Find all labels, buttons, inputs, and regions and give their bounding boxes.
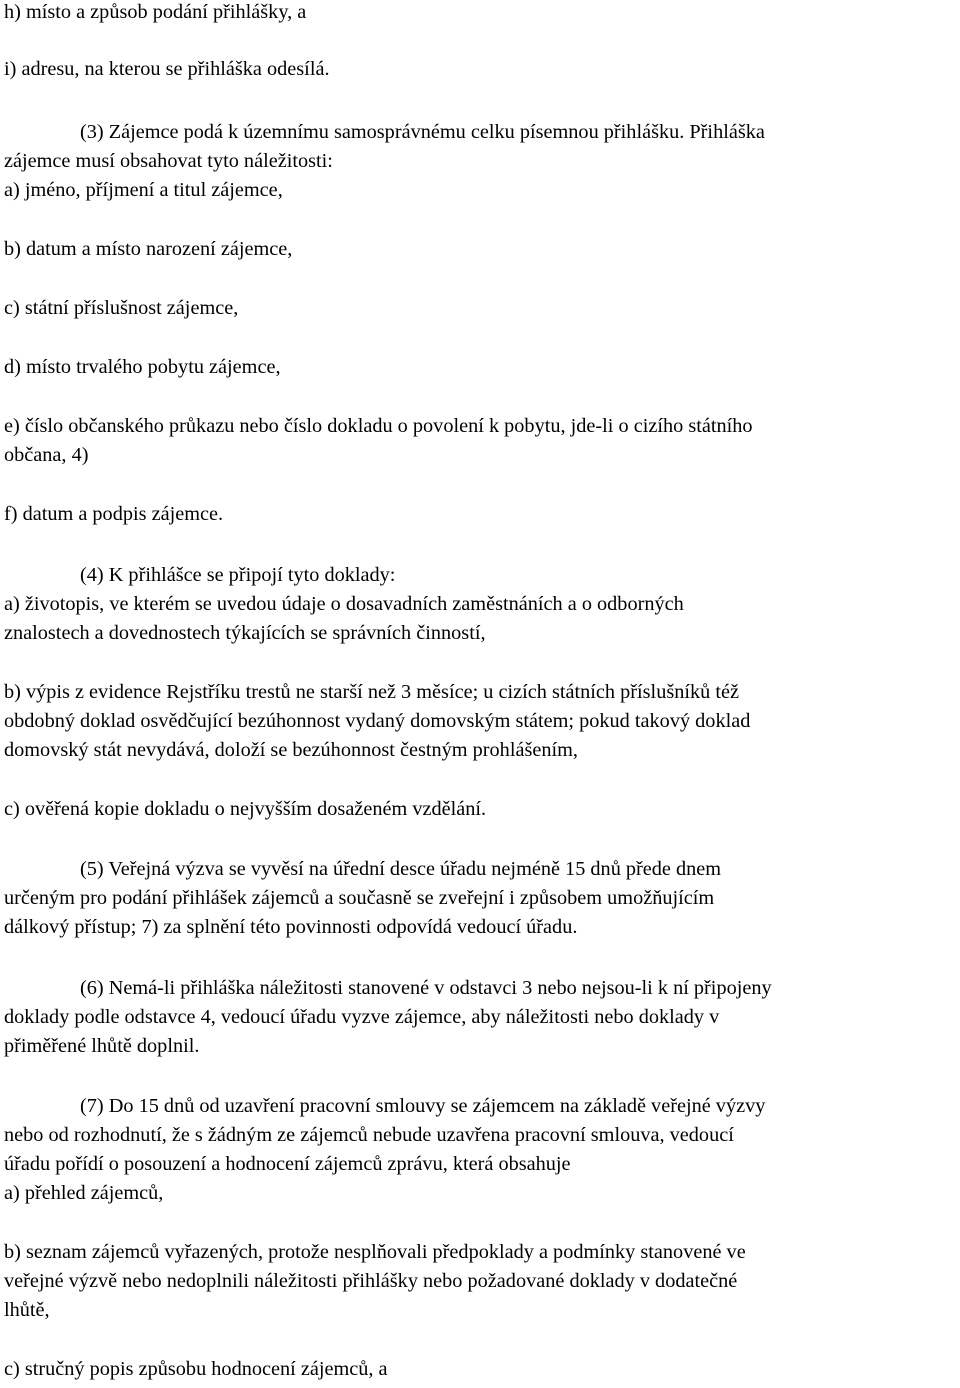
paragraph-5-first-line: (5) Veřejná výzva se vyvěsí na úřední desce úřadu nejméně 15 dnů přede dnem [80,858,722,880]
list-item: e) číslo občanského průkazu nebo číslo dokladu o povolení k pobytu, jde-li o cizího státního [4,415,753,437]
list-item: b) datum a místo narození zájemce, [4,238,293,260]
list-item: a) životopis, ve kterém se uvedou údaje o dosavadních zaměstnáních a o odborných [4,593,684,615]
text-line: i) adresu, na kterou se přihláška odesílá. [4,58,330,80]
text-line: domovský stát nevydává, doloží se bezúhonnost čestným prohlášením, [4,739,578,761]
list-item: c) stručný popis způsobu hodnocení zájemců, a [4,1358,388,1380]
text-line: úřadu pořídí o posouzení a hodnocení zájemců zprávu, která obsahuje [4,1153,571,1175]
text-line: občana, 4) [4,444,89,466]
paragraph-3-first-line: (3) Zájemce podá k územnímu samosprávnému celku písemnou přihlášku. Přihláška [80,121,765,143]
list-item: b) výpis z evidence Rejstříku trestů ne starší než 3 měsíce; u cizích státních příslušníků též [4,681,739,703]
text-line: veřejné výzvě nebo nedoplnili náležitosti přihlášky nebo požadované doklady v dodatečné [4,1270,738,1292]
text-line: přiměřené lhůtě doplnil. [4,1035,200,1057]
list-item: d) místo trvalého pobytu zájemce, [4,356,281,378]
text-line: dálkový přístup; 7) za splnění této povinnosti odpovídá vedoucí úřadu. [4,916,578,938]
text-line: lhůtě, [4,1299,50,1321]
text-line: nebo od rozhodnutí, že s žádným ze zájemců nebude uzavřena pracovní smlouva, vedoucí [4,1124,734,1146]
list-item: b) seznam zájemců vyřazených, protože nesplňovali předpoklady a podmínky stanovené ve [4,1241,746,1263]
list-item: f) datum a podpis zájemce. [4,503,224,525]
text-line: h) místo a způsob podání přihlášky, a [4,1,307,23]
text-line: zájemce musí obsahovat tyto náležitosti: [4,150,333,172]
list-item: a) přehled zájemců, [4,1182,164,1204]
paragraph-7-first-line: (7) Do 15 dnů od uzavření pracovní smlouvy se zájemcem na základě veřejné výzvy [80,1095,766,1117]
text-line: znalostech a dovednostech týkajících se správních činností, [4,622,486,644]
list-item: c) státní příslušnost zájemce, [4,297,239,319]
list-item: a) jméno, příjmení a titul zájemce, [4,179,283,201]
list-item: c) ověřená kopie dokladu o nejvyšším dosaženém vzdělání. [4,798,487,820]
paragraph-4-first-line: (4) K přihlášce se připojí tyto doklady: [80,564,396,586]
paragraph-6-first-line: (6) Nemá-li přihláška náležitosti stanovené v odstavci 3 nebo nejsou-li k ní připojeny [80,977,772,999]
text-line: doklady podle odstavce 4, vedoucí úřadu vyzve zájemce, aby náležitosti nebo doklady v [4,1006,720,1028]
text-line: obdobný doklad osvědčující bezúhonnost vydaný domovským státem; pokud takový doklad [4,710,751,732]
text-line: určeným pro podání přihlášek zájemců a současně se zveřejní i způsobem umožňujícím [4,887,715,909]
